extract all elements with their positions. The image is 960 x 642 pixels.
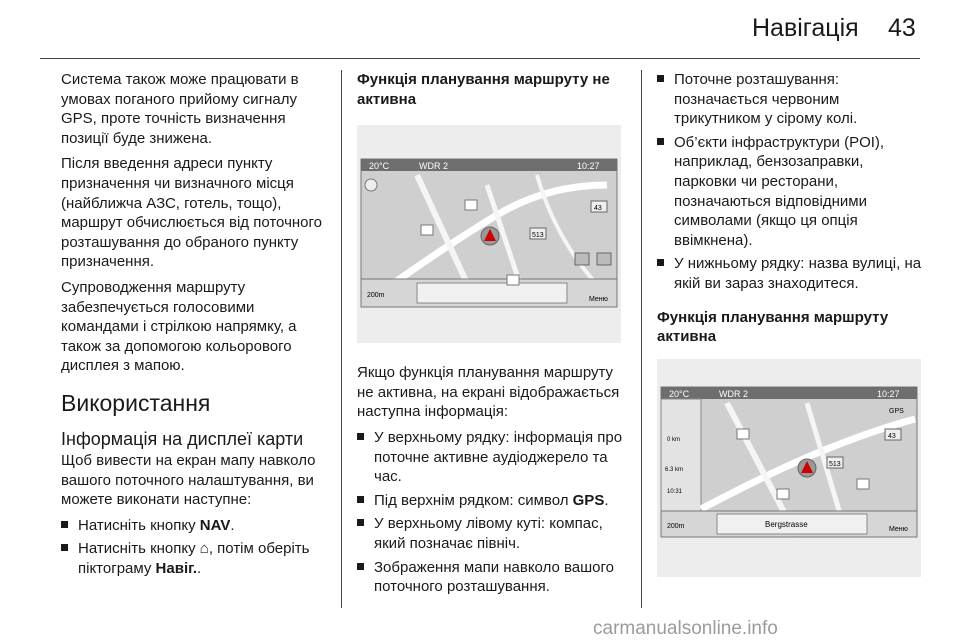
subsection-heading: Функція планування маршруту не активна xyxy=(357,71,610,108)
road-badge: 43 xyxy=(888,432,896,440)
temperature-label: 20°C xyxy=(669,388,690,399)
distance-to-destination: 6.3 km xyxy=(665,466,684,473)
street-name-label: Bergstrasse xyxy=(765,519,808,529)
page-number: 43 xyxy=(888,14,916,42)
bullet-item: Натисніть кнопку NAV. xyxy=(61,516,333,536)
header-rule xyxy=(40,58,920,59)
bullet-item: Під верхнім рядком: символ GPS. xyxy=(357,491,629,511)
bullet-item: У верхньому рядку: інформація про поточне активне аудіоджерело та час. xyxy=(357,428,629,487)
road-badge: 43 xyxy=(594,205,602,213)
road-badge: 513 xyxy=(829,460,841,468)
home-icon: ⌂ xyxy=(199,540,209,558)
column-1 xyxy=(61,70,333,582)
station-label: WDR 2 xyxy=(419,161,448,172)
paragraph: Щоб вивести на екран мапу навколо вашого поточного налаштування, ви можете виконати наступне: xyxy=(61,451,316,509)
map-screenshot-active xyxy=(657,359,921,577)
clock-label: 10:27 xyxy=(577,161,600,172)
scale-label: 200m xyxy=(367,292,385,300)
paragraph: Після введення адреси пункту призначення чи визначного місця (найближча АЗС, готель, тощо), маршрут обчислюється від поточного розташування до обраного пункту призначення. xyxy=(61,155,322,271)
map-display xyxy=(357,125,621,343)
paragraph: Система також може працювати в умовах поганого прийому сигналу GPS, проте точність визначення позиції буде знижена. xyxy=(61,71,299,147)
map-display xyxy=(657,359,921,577)
map-screenshot-inactive xyxy=(357,125,621,343)
paragraph: Супроводження маршруту забезпечується голосовими командами і стрілкою напрямку, а також за допомогою кольорового дисплея з мапою. xyxy=(61,278,297,375)
section-heading: Використання xyxy=(61,389,211,416)
bullet-item: Поточне розташування: позначається червоним трикутником у сірому колі. xyxy=(657,70,927,129)
station-label: WDR 2 xyxy=(719,388,748,399)
column-divider xyxy=(641,70,642,608)
subsection-heading: Інформація на дисплеї карти xyxy=(61,428,304,449)
bullet-item: Зображення мапи навколо вашого поточного розташування. xyxy=(357,558,629,597)
bullet-item: У верхньому лівому куті: компас, який позначає північ. xyxy=(357,514,629,553)
paragraph: Якщо функція планування маршруту не активна, на екрані відображається наступна інформація: xyxy=(357,364,620,421)
subsection-heading: Функція планування маршруту активна xyxy=(657,308,889,346)
menu-label: Меню xyxy=(589,296,608,304)
arrival-time: 10:31 xyxy=(667,488,683,495)
header-title: Навігація xyxy=(752,14,859,42)
bullet-item: Натисніть кнопку ⌂, потім оберіть піктограму Навіг.. xyxy=(61,539,333,578)
compass-icon xyxy=(365,179,377,191)
menu-label: Меню xyxy=(889,525,908,533)
temperature-label: 20°C xyxy=(369,161,390,172)
gps-label: GPS xyxy=(889,407,904,415)
bullet-item: Об’єкти інфраструктури (POI), наприклад, бензозаправки, парковки чи ресторани, позначаються відповідними символами (якщо ця опція ввімкнена). xyxy=(657,133,927,251)
clock-label: 10:27 xyxy=(877,388,900,399)
road-badge: 513 xyxy=(532,232,544,240)
watermark: carmanualsonline.info xyxy=(593,618,778,639)
column-2 xyxy=(357,70,629,601)
distance-to-turn: 0 km xyxy=(667,436,681,443)
column-divider xyxy=(341,70,342,608)
scale-label: 200m xyxy=(667,522,685,530)
bullet-item: У нижньому рядку: назва вулиці, на якій ви зараз знаходитеся. xyxy=(657,254,927,293)
column-3 xyxy=(657,70,927,597)
